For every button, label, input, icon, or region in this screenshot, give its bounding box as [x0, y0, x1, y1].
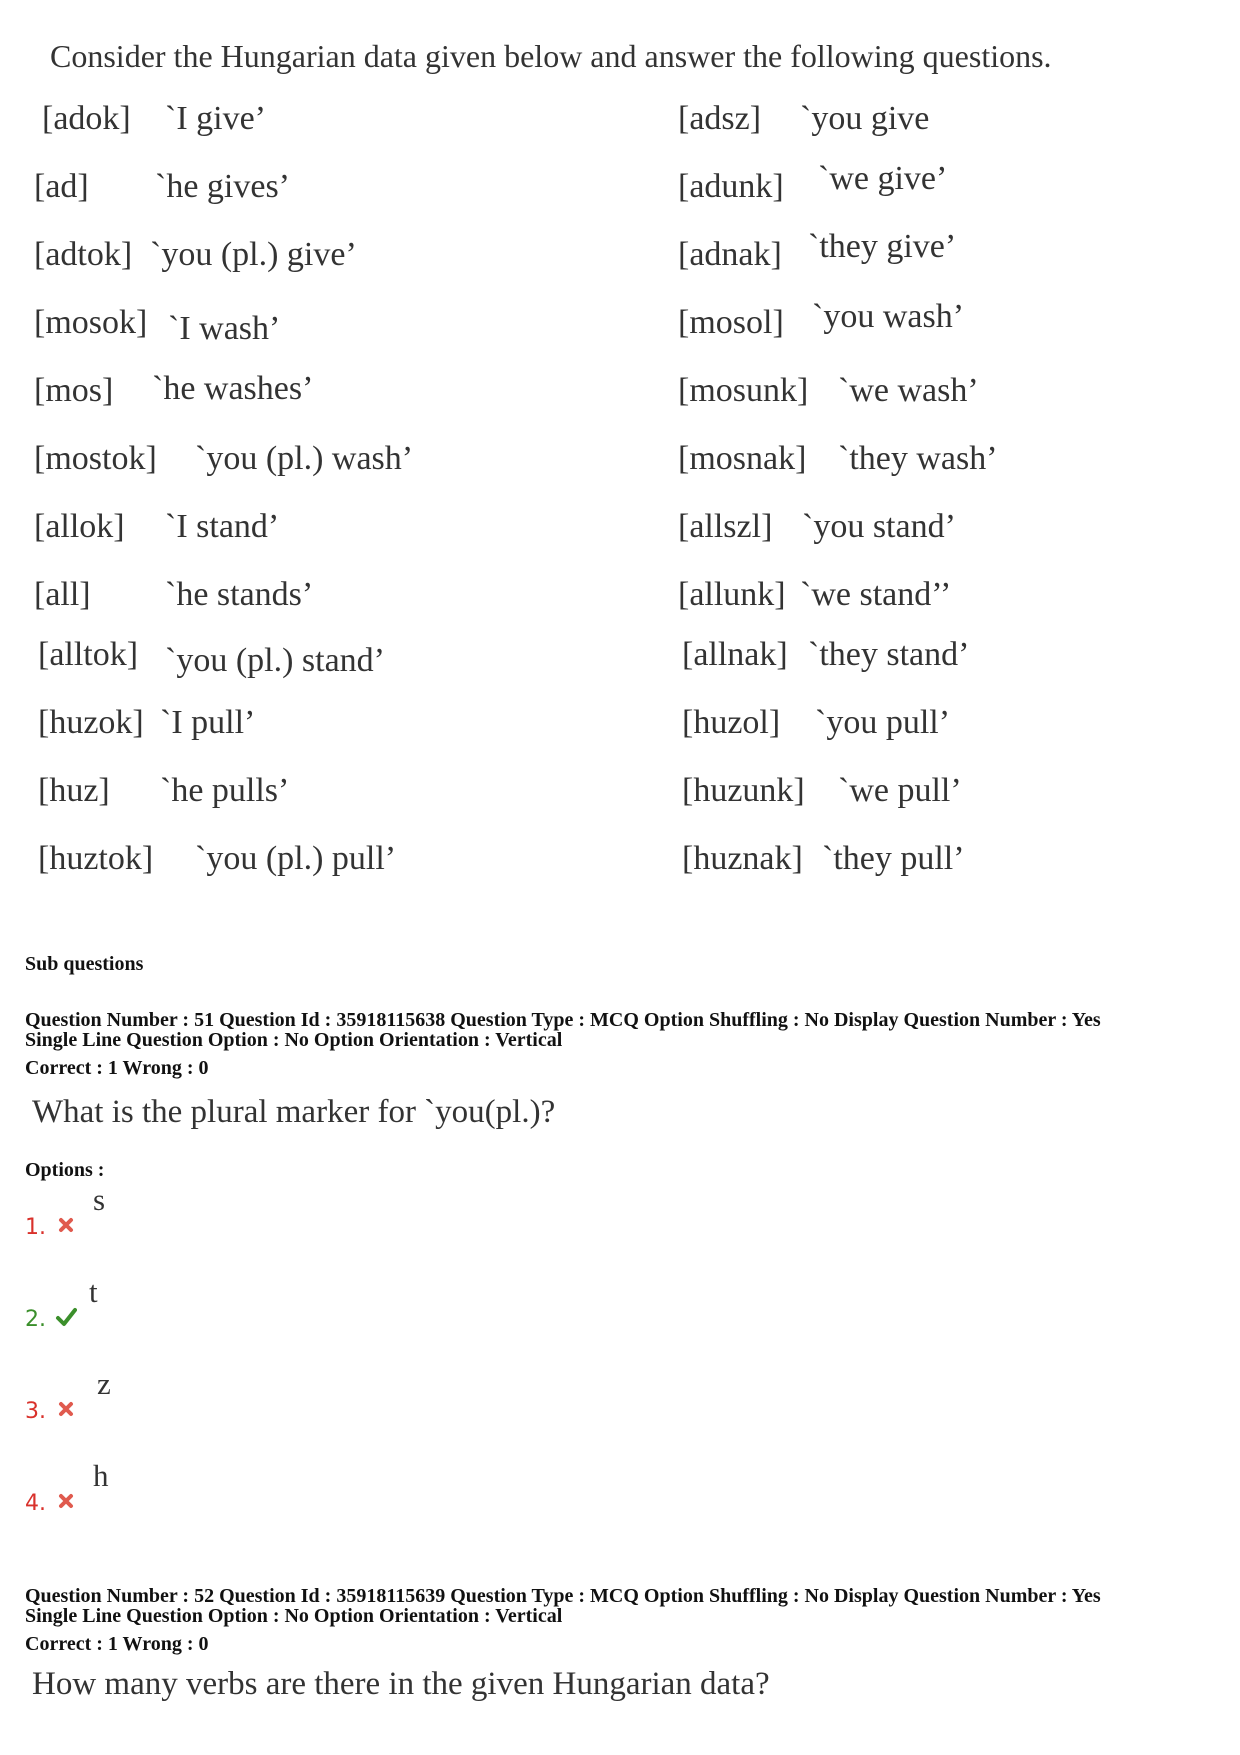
right-form: [mosunk]	[678, 372, 809, 409]
left-gloss: `you (pl.) stand’	[165, 642, 386, 679]
right-form: [adnak]	[678, 236, 782, 273]
data-row	[0, 636, 1240, 686]
left-form: [allok]	[34, 508, 125, 545]
data-row	[0, 228, 1240, 286]
right-form: [allunk]	[678, 576, 786, 613]
left-gloss: `he pulls’	[160, 772, 290, 809]
option-number: 2.	[25, 1307, 46, 1332]
option-row[interactable]	[25, 1274, 425, 1332]
question-marks: Correct : 1 Wrong : 0	[25, 1057, 209, 1079]
option-text: s	[93, 1182, 106, 1217]
option-row[interactable]	[25, 1182, 425, 1240]
left-gloss: `I wash’	[168, 310, 281, 347]
intro-text: Consider the Hungarian data given below and answer the following questions.	[50, 38, 1052, 74]
data-row	[0, 440, 1240, 490]
left-form: [alltok]	[38, 636, 139, 673]
right-form: [huznak]	[682, 840, 803, 877]
data-row	[0, 372, 1240, 422]
left-gloss: `he washes’	[152, 370, 314, 407]
left-form: [mosok]	[34, 304, 148, 341]
data-row	[0, 704, 1240, 754]
right-gloss: `we give’	[818, 160, 948, 197]
option-text: h	[93, 1458, 109, 1493]
right-form: [huzol]	[682, 704, 781, 741]
left-gloss: `I pull’	[160, 704, 256, 741]
left-gloss: `he gives’	[155, 168, 291, 205]
data-row	[0, 508, 1240, 558]
right-form: [adsz]	[678, 100, 762, 137]
right-form: [allszl]	[678, 508, 773, 545]
right-gloss: `we wash’	[838, 372, 979, 409]
left-form: [huztok]	[38, 840, 154, 877]
data-row	[0, 298, 1240, 354]
right-form: [mosol]	[678, 304, 784, 341]
right-gloss: `we stand’’	[800, 576, 952, 613]
question-meta-line: Question Number : 51 Question Id : 35918115638 Question Type : MCQ Option Shuffling : No Display Question Number : Yes	[25, 1009, 1101, 1031]
left-form: [adok]	[42, 100, 131, 137]
right-gloss: `you give	[800, 100, 930, 137]
right-form: [huzunk]	[682, 772, 805, 809]
question-meta-line: Single Line Question Option : No Option Orientation : Vertical	[25, 1605, 563, 1627]
option-number: 4.	[25, 1491, 46, 1516]
options-label: Options :	[25, 1159, 105, 1181]
cross-icon	[55, 1214, 77, 1236]
right-gloss: `you pull’	[815, 704, 951, 741]
right-form: [adunk]	[678, 168, 784, 205]
right-gloss: `they give’	[808, 228, 957, 265]
option-row[interactable]	[25, 1366, 425, 1424]
option-number: 1.	[25, 1215, 46, 1240]
question-text: What is the plural marker for `you(pl.)?	[32, 1094, 556, 1130]
left-form: [adtok]	[34, 236, 133, 273]
option-text: z	[97, 1366, 111, 1401]
left-form: [all]	[34, 576, 91, 613]
check-icon	[55, 1306, 77, 1328]
sub-questions-heading: Sub questions	[25, 953, 144, 975]
cross-icon	[55, 1398, 77, 1420]
right-gloss: `we pull’	[838, 772, 962, 809]
left-gloss: `you (pl.) wash’	[195, 440, 414, 477]
left-form: [mostok]	[34, 440, 157, 477]
question-meta	[25, 1586, 1101, 1626]
option-row[interactable]	[25, 1458, 425, 1516]
left-form: [ad]	[34, 168, 89, 205]
left-form: [huzok]	[38, 704, 144, 741]
question-marks: Correct : 1 Wrong : 0	[25, 1633, 209, 1655]
right-gloss: `they pull’	[822, 840, 965, 877]
left-gloss: `I give’	[165, 100, 267, 137]
right-gloss: `you stand’	[802, 508, 956, 545]
data-row	[0, 772, 1240, 822]
data-row	[0, 840, 1240, 890]
left-gloss: `you (pl.) pull’	[195, 840, 397, 877]
question-meta	[25, 1010, 1101, 1050]
left-gloss: `I stand’	[165, 508, 280, 545]
cross-icon	[55, 1490, 77, 1512]
left-form: [huz]	[38, 772, 110, 809]
data-row	[0, 160, 1240, 218]
option-text: t	[89, 1274, 98, 1309]
left-form: [mos]	[34, 372, 114, 409]
right-gloss: `they wash’	[838, 440, 998, 477]
question-meta-line: Question Number : 52 Question Id : 35918115639 Question Type : MCQ Option Shuffling : No Display Question Number : Yes	[25, 1585, 1101, 1607]
right-form: [allnak]	[682, 636, 788, 673]
right-gloss: `you wash’	[812, 298, 965, 335]
data-row	[0, 576, 1240, 626]
right-gloss: `they stand’	[808, 636, 970, 673]
right-form: [mosnak]	[678, 440, 807, 477]
left-gloss: `you (pl.) give’	[150, 236, 357, 273]
option-number: 3.	[25, 1399, 46, 1424]
question-text: How many verbs are there in the given Hungarian data?	[32, 1666, 770, 1702]
question-meta-line: Single Line Question Option : No Option Orientation : Vertical	[25, 1029, 563, 1051]
data-row	[0, 100, 1240, 150]
left-gloss: `he stands’	[165, 576, 314, 613]
